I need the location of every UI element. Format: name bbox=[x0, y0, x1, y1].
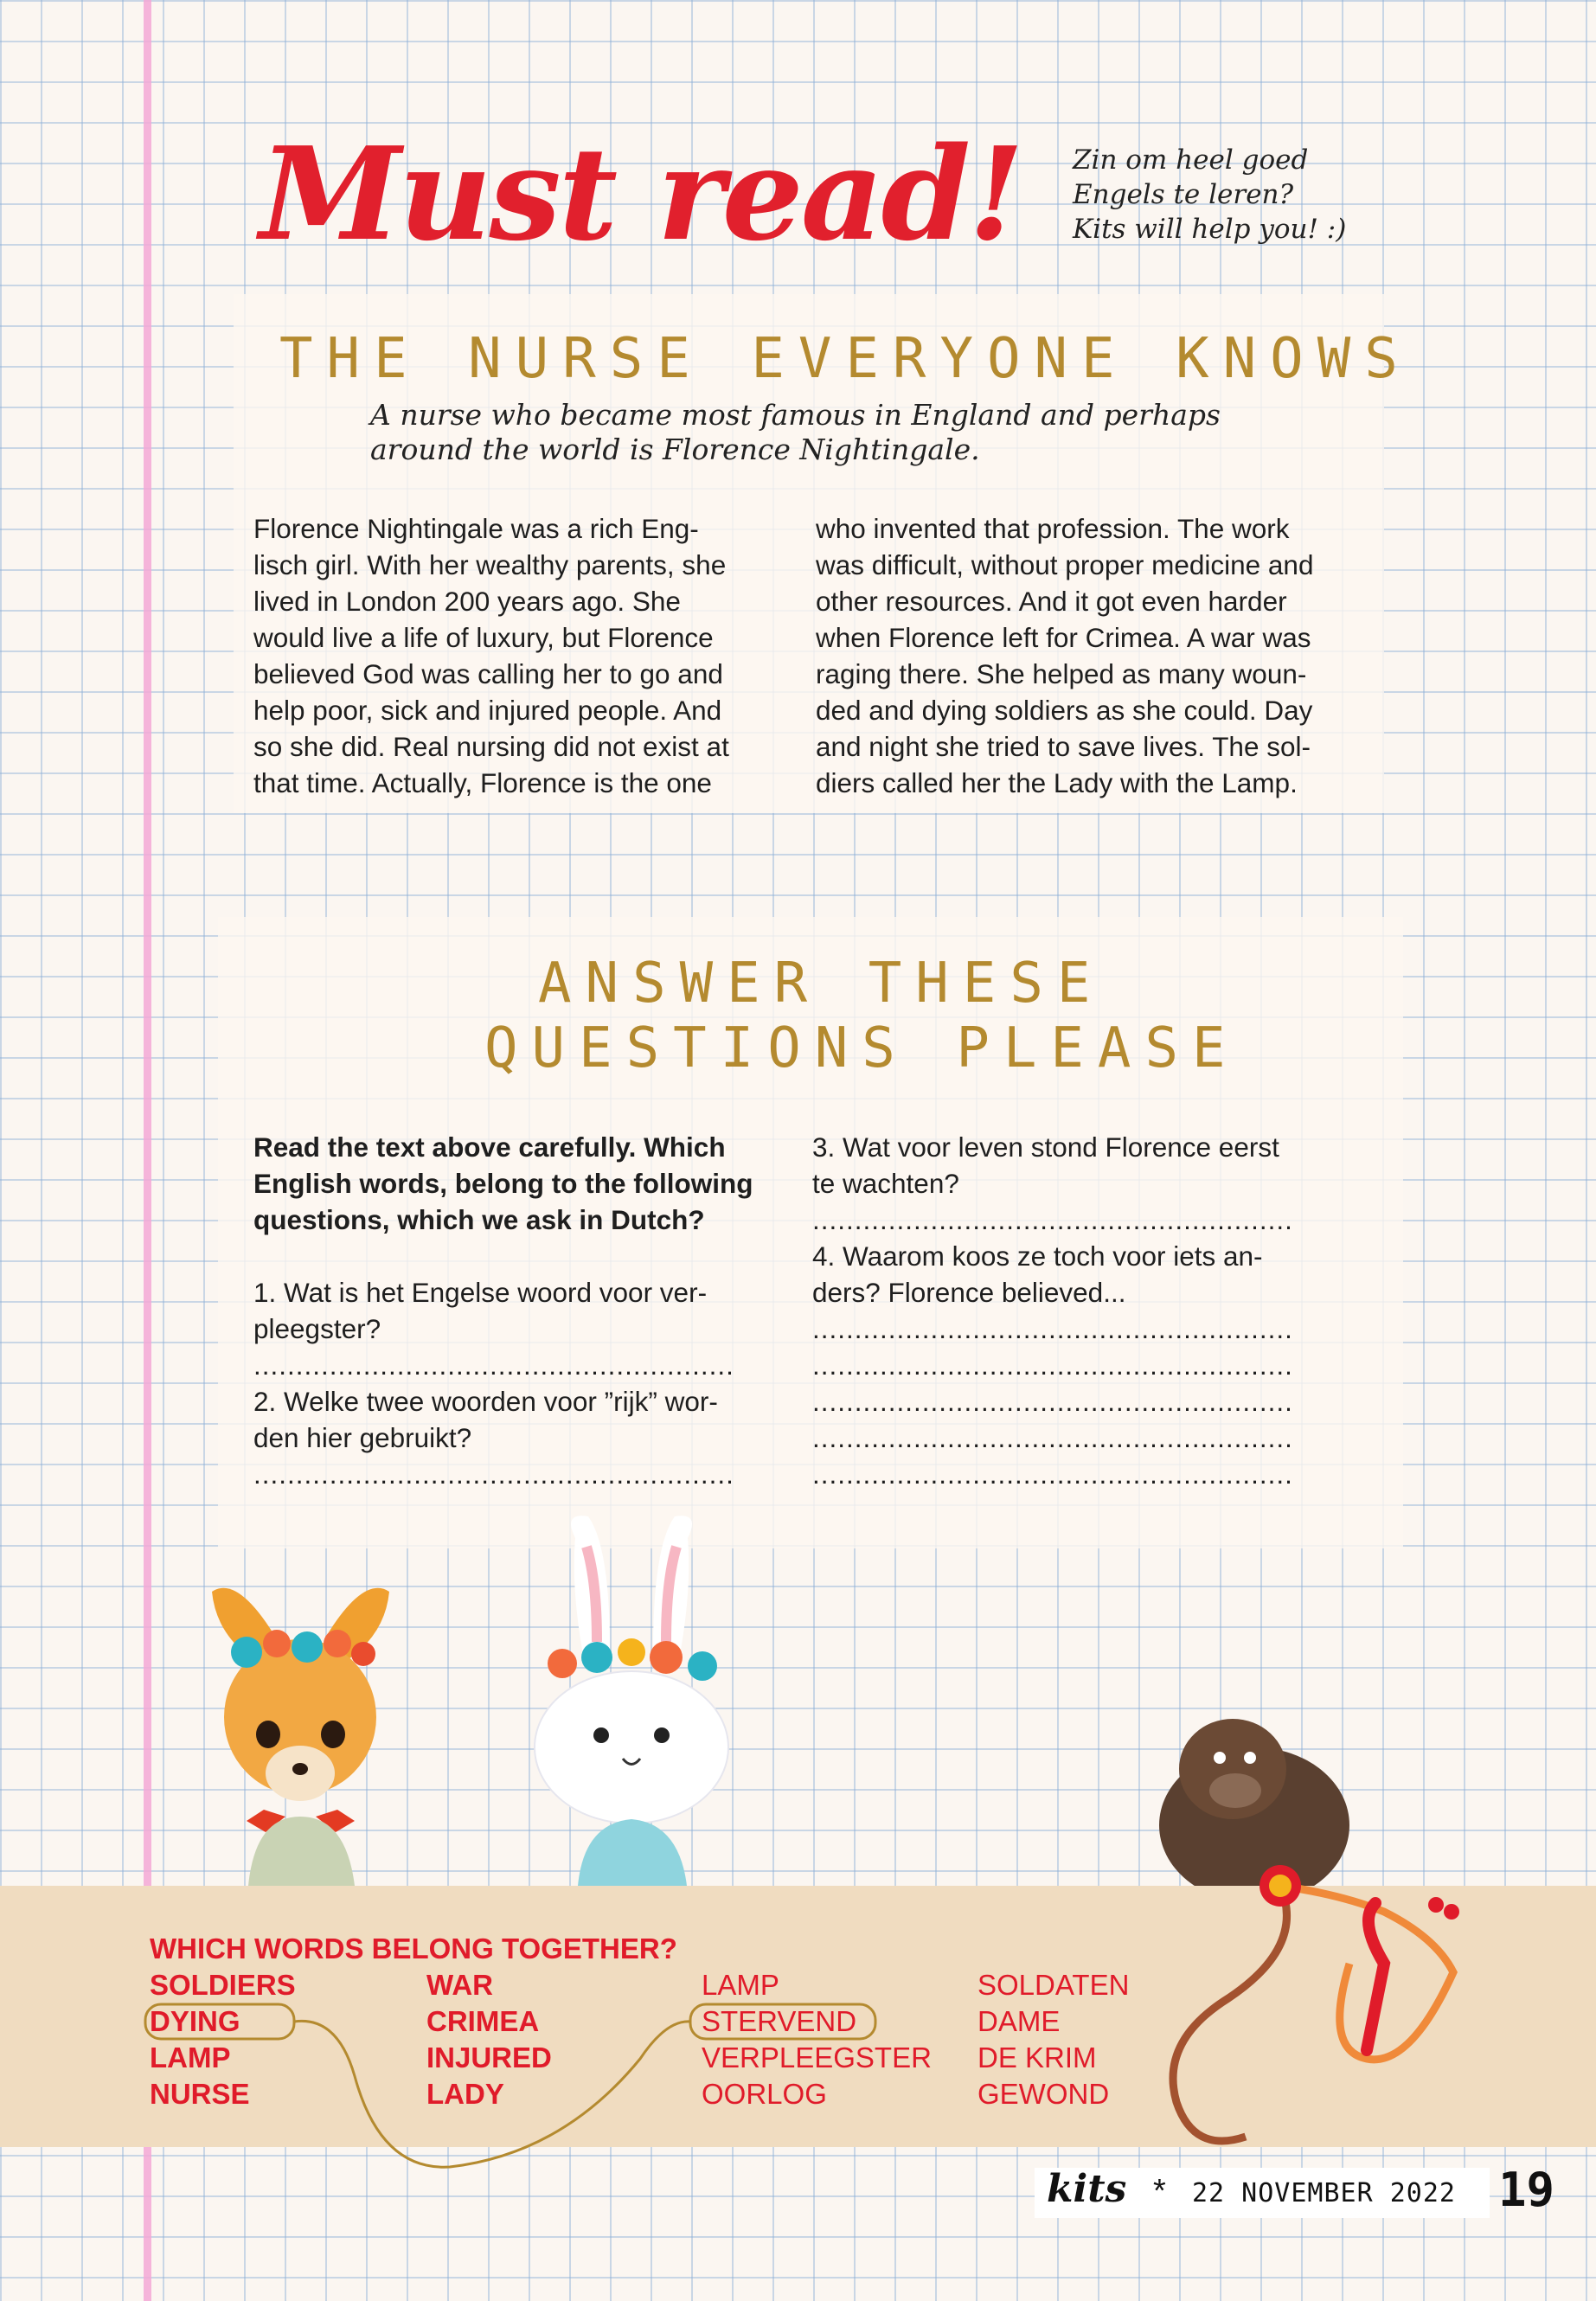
answer-line[interactable]: ......................................................... bbox=[812, 1313, 1293, 1344]
quiz-heading-line-2: QUESTIONS PLEASE bbox=[484, 1016, 1240, 1080]
text-line: who invented that profession. The work bbox=[816, 513, 1290, 544]
word-item[interactable]: CRIMEA bbox=[426, 2005, 540, 2037]
text-line: other resources. And it got even harder bbox=[816, 586, 1287, 617]
question-1: 1. Wat is het Engelse woord voor ver- bbox=[253, 1277, 708, 1308]
word-item[interactable]: LAMP bbox=[150, 2041, 231, 2073]
footer-date: 22 NOVEMBER 2022 bbox=[1192, 2178, 1456, 2208]
matching-col-dutch-2 bbox=[977, 1967, 1129, 2112]
text-line: would live a life of luxury, but Florence bbox=[253, 622, 714, 653]
text-line: lived in London 200 years ago. She bbox=[253, 586, 681, 617]
article-heading: THE NURSE EVERYONE KNOWS bbox=[279, 327, 1412, 391]
word-item[interactable]: DAME bbox=[977, 2005, 1061, 2037]
note-line: Engels te leren? bbox=[1073, 179, 1294, 210]
text-line: raging there. She helped as many woun- bbox=[816, 658, 1307, 689]
word-item[interactable]: OORLOG bbox=[702, 2078, 827, 2110]
answer-line[interactable]: ......................................................... bbox=[253, 1349, 734, 1381]
instructions-line: Read the text above carefully. Which bbox=[253, 1131, 726, 1163]
matching-col-dutch-1 bbox=[702, 1967, 932, 2112]
text-line: believed God was calling her to go and bbox=[253, 658, 723, 689]
footer-brand: kits bbox=[1047, 2167, 1127, 2211]
intro-line: A nurse who became most famous in England and perhaps bbox=[370, 398, 1221, 432]
footer-separator: * bbox=[1153, 2173, 1166, 2209]
text-line: so she did. Real nursing did not exist at bbox=[253, 731, 729, 762]
note-line: Zin om heel goed bbox=[1073, 144, 1309, 176]
answer-line[interactable]: ......................................................... bbox=[812, 1458, 1293, 1490]
text-line: when Florence left for Crimea. A war was bbox=[816, 622, 1311, 653]
question-4: ders? Florence believed... bbox=[812, 1277, 1126, 1308]
matching-title: WHICH WORDS BELONG TOGETHER? bbox=[150, 1932, 677, 1965]
text-line: diers called her the Lady with the Lamp. bbox=[816, 767, 1298, 798]
word-item[interactable]: DYING bbox=[150, 2005, 240, 2037]
question-4: 4. Waarom koos ze toch voor iets an- bbox=[812, 1240, 1263, 1272]
word-item[interactable]: LAMP bbox=[702, 1969, 779, 2001]
quiz-heading-line-1: ANSWER THESE bbox=[538, 952, 1105, 1016]
instructions-line: questions, which we ask in Dutch? bbox=[253, 1204, 705, 1235]
page-number: 19 bbox=[1498, 2163, 1555, 2217]
word-item[interactable]: SOLDIERS bbox=[150, 1969, 296, 2001]
word-item[interactable]: DE KRIM bbox=[977, 2041, 1097, 2073]
text-line: ded and dying soldiers as she could. Day bbox=[816, 695, 1313, 726]
question-1: pleegster? bbox=[253, 1313, 381, 1344]
question-3: 3. Wat voor leven stond Florence eerst bbox=[812, 1131, 1279, 1163]
text-line: help poor, sick and injured people. And bbox=[253, 695, 722, 726]
answer-line[interactable]: ......................................................... bbox=[812, 1422, 1293, 1453]
intro-line: around the world is Florence Nightingale. bbox=[370, 433, 980, 466]
word-item[interactable]: STERVEND bbox=[702, 2005, 857, 2037]
answer-line[interactable]: ......................................................... bbox=[812, 1386, 1293, 1417]
word-item[interactable]: INJURED bbox=[426, 2041, 552, 2073]
question-2: 2. Welke twee woorden voor ”rijk” wor- bbox=[253, 1386, 718, 1417]
matching-col-english-1 bbox=[150, 1967, 296, 2112]
text-line: that time. Actually, Florence is the one bbox=[253, 767, 712, 798]
matching-col-english-2 bbox=[426, 1967, 552, 2112]
word-item[interactable]: WAR bbox=[426, 1969, 493, 2001]
question-3: te wachten? bbox=[812, 1168, 959, 1199]
word-item[interactable]: LADY bbox=[426, 2078, 504, 2110]
note-line: Kits will help you! :) bbox=[1073, 214, 1347, 245]
word-item[interactable]: NURSE bbox=[150, 2078, 250, 2110]
answer-line[interactable]: ......................................................... bbox=[253, 1458, 734, 1490]
text-line: Florence Nightingale was a rich Eng- bbox=[253, 513, 699, 544]
word-item[interactable]: VERPLEEGSTER bbox=[702, 2041, 932, 2073]
text-line: and night she tried to save lives. The sol- bbox=[816, 731, 1311, 762]
word-item[interactable]: SOLDATEN bbox=[977, 1969, 1130, 2001]
word-item[interactable]: GEWOND bbox=[977, 2078, 1110, 2110]
answer-line[interactable]: ......................................................... bbox=[812, 1349, 1293, 1381]
instructions-line: English words, belong to the following bbox=[253, 1168, 753, 1199]
question-2: den hier gebruikt? bbox=[253, 1422, 472, 1453]
text-line: lisch girl. With her wealthy parents, she bbox=[253, 549, 727, 580]
text-line: was difficult, without proper medicine and bbox=[816, 549, 1314, 580]
answer-line[interactable]: ......................................................... bbox=[812, 1204, 1293, 1235]
page-title: Must read! bbox=[260, 119, 1022, 269]
